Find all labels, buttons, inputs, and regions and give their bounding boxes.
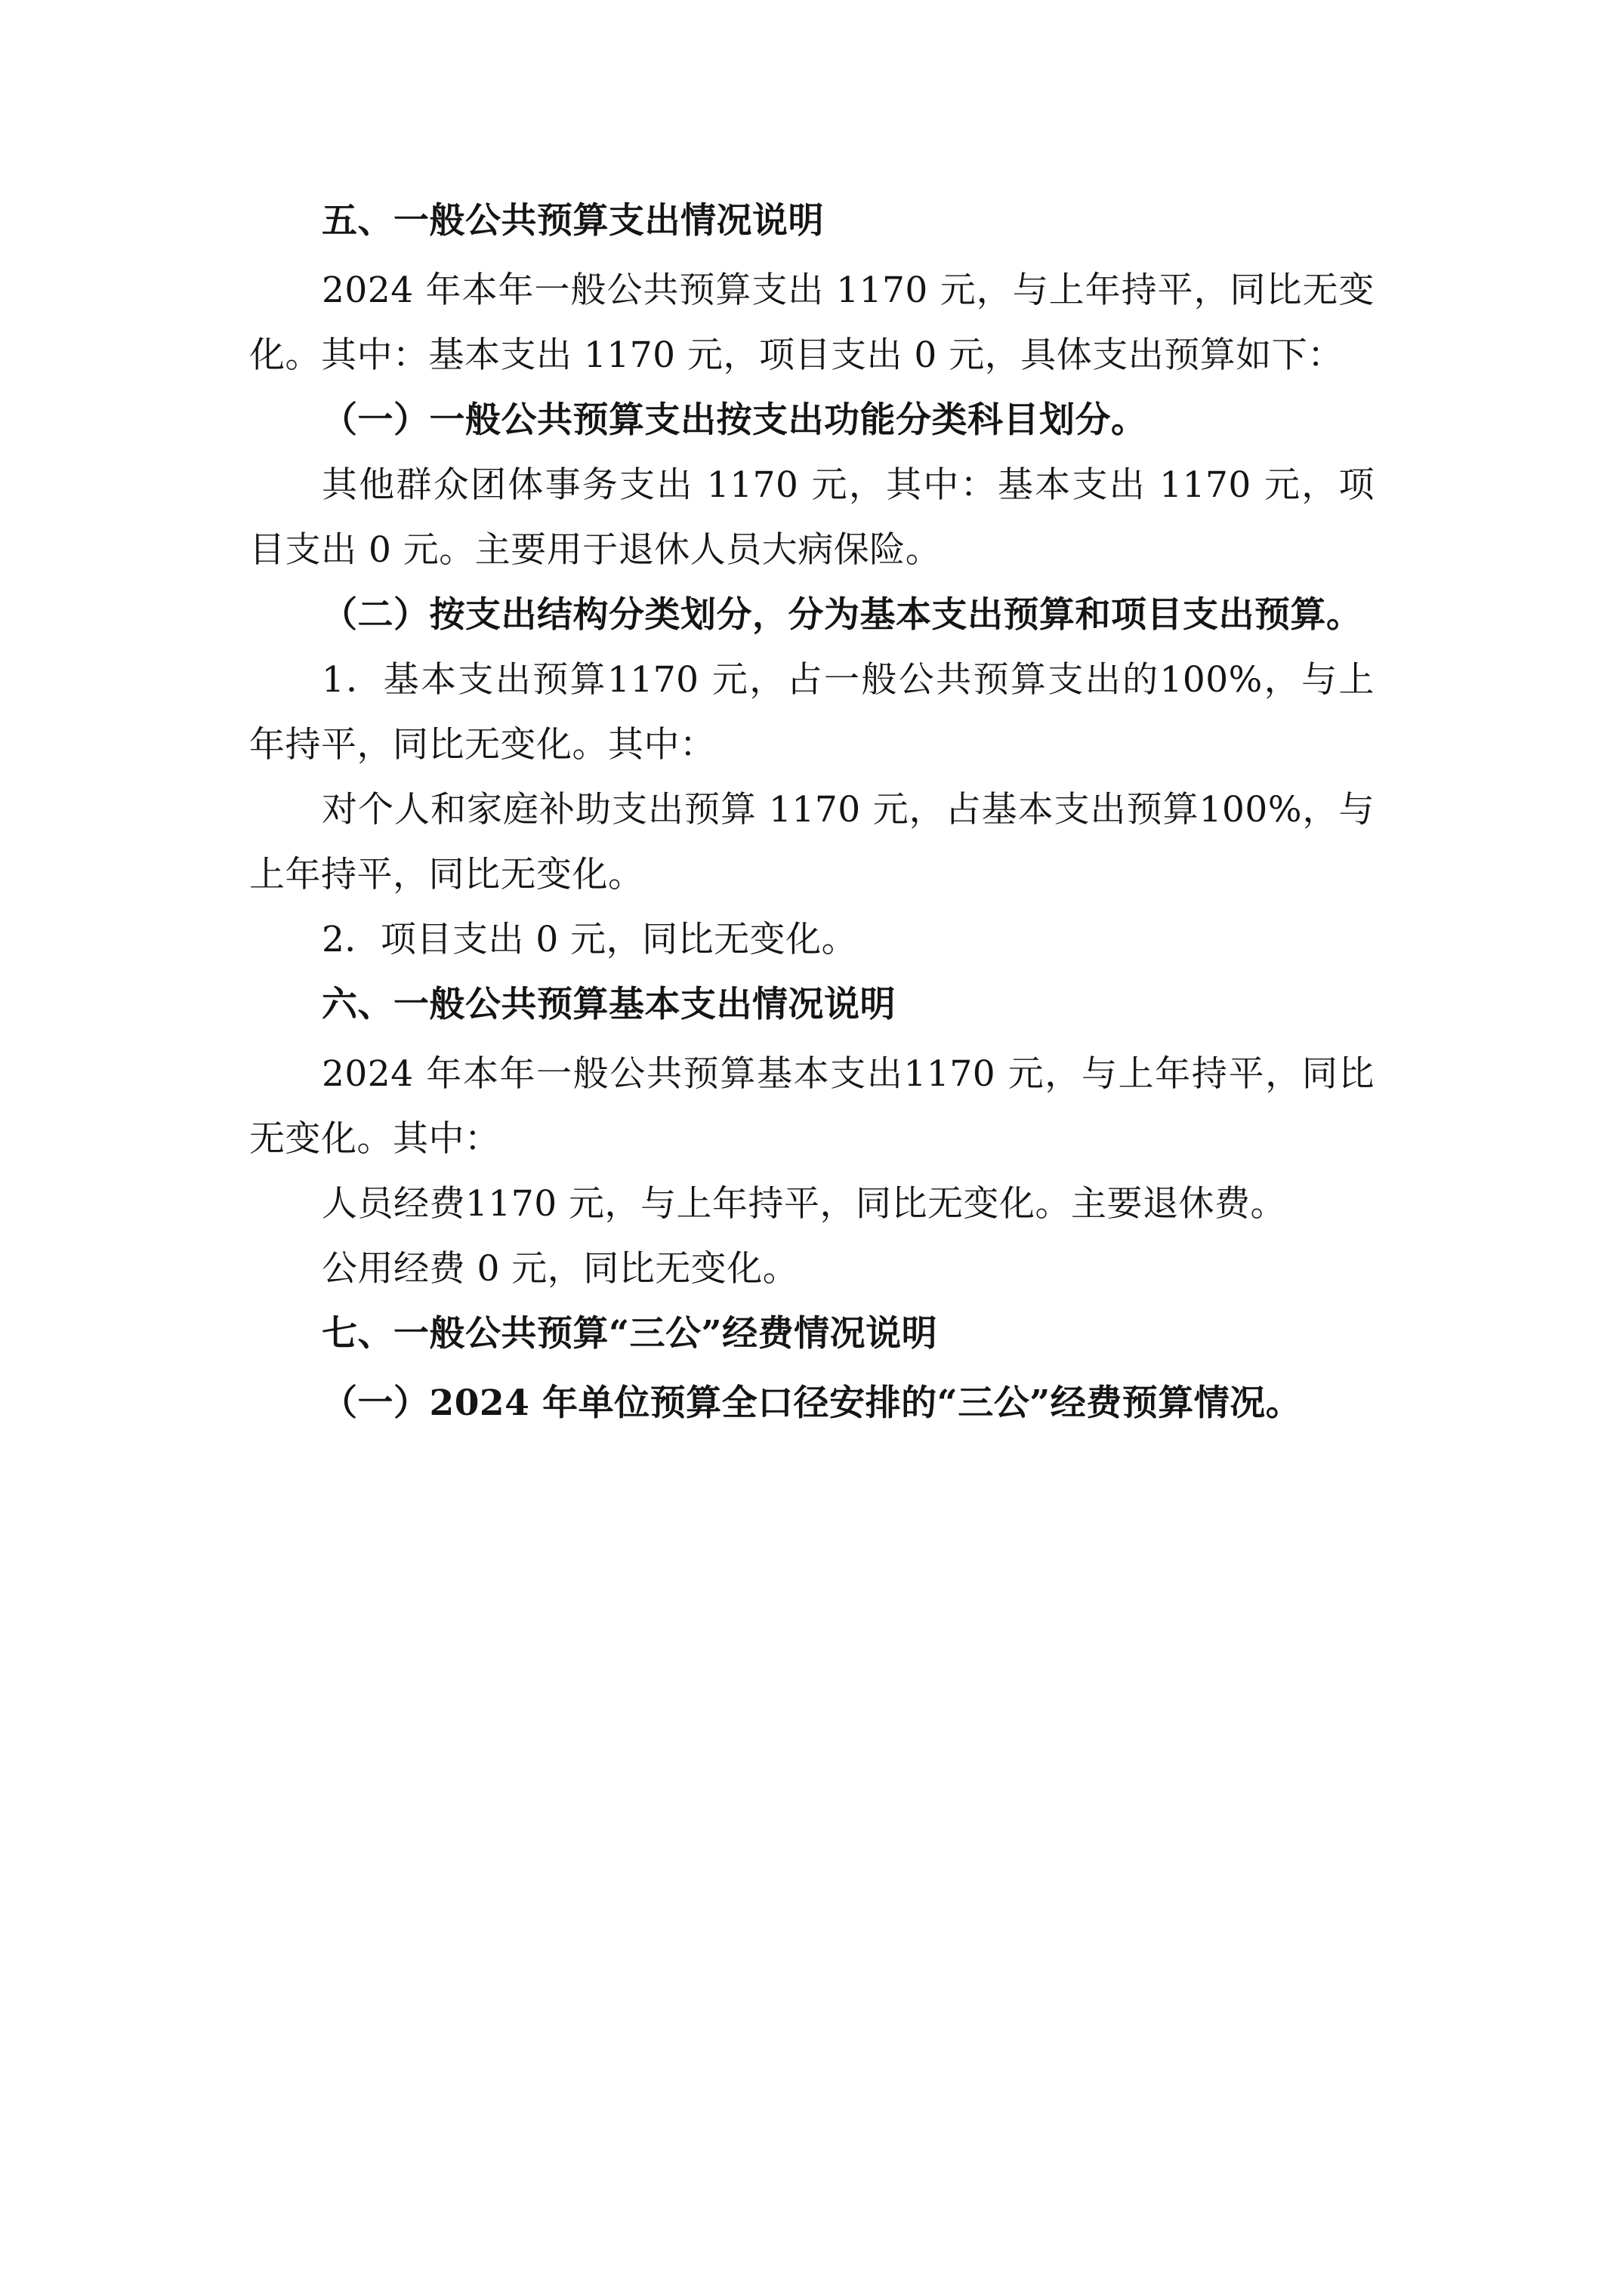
section-six-public: 公用经费 0 元，同比无变化。 bbox=[322, 1248, 799, 1290]
section-six-intro: 2024 年本年一般公共预算基本支出1170 元，与上年持平，同比无变化。其中： bbox=[249, 1053, 1375, 1160]
section-five-item-1-detail: 对个人和家庭补助支出预算 1170 元，占基本支出预算100%，与上年持平，同比无变化。 bbox=[249, 789, 1375, 895]
section-six-heading: 六、一般公共预算基本支出情况说明 bbox=[322, 984, 896, 1025]
section-five-sub-one-body: 其他群众团体事务支出 1170 元，其中：基本支出 1170 元，项目支出 0 元。主要用于退休人员大病保险。 bbox=[249, 464, 1375, 571]
section-five-item-2: 2．项目支出 0 元，同比无变化。 bbox=[322, 919, 858, 960]
section-five-heading: 五、一般公共预算支出情况说明 bbox=[322, 200, 824, 242]
section-seven-heading: 七、一般公共预算“三公”经费情况说明 bbox=[322, 1313, 938, 1354]
section-five-sub-one-heading: （一）一般公共预算支出按支出功能分类科目划分。 bbox=[322, 399, 1147, 441]
section-five-item-1: 1．基本支出预算1170 元，占一般公共预算支出的100%，与上年持平，同比无变化。其中： bbox=[249, 659, 1375, 766]
section-five-intro: 2024 年本年一般公共预算支出 1170 元，与上年持平，同比无变化。其中：基本支出 1170 元，项目支出 0 元，具体支出预算如下： bbox=[249, 270, 1375, 376]
section-seven-sub-one-heading: （一）2024 年单位预算全口径安排的“三公”经费预算情况。 bbox=[322, 1382, 1302, 1424]
document-body bbox=[249, 189, 1375, 1436]
section-five-sub-two-heading: （二）按支出结构分类划分，分为基本支出预算和项目支出预算。 bbox=[322, 594, 1362, 636]
section-six-personnel: 人员经费1170 元，与上年持平，同比无变化。主要退休费。 bbox=[322, 1183, 1287, 1225]
